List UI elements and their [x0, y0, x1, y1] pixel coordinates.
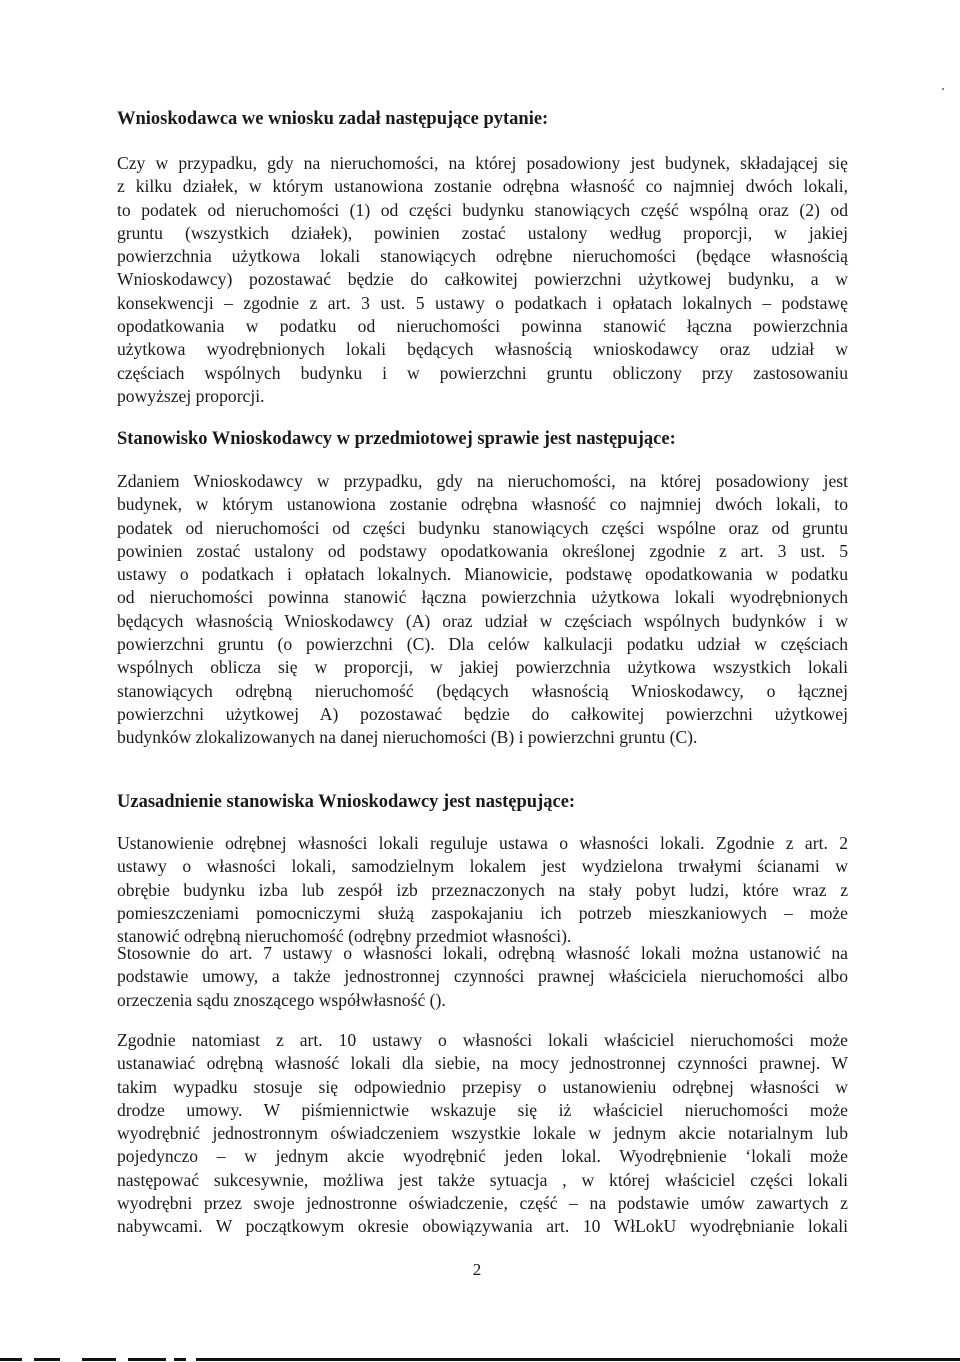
- text-line: ustawy o podatkach i opłatach lokalnych. Mianowicie, podstawę opodatkowania w podatku: [117, 564, 848, 585]
- scan-edge-mark: [0, 1358, 22, 1361]
- text-line: od nieruchomości powinna stanowić łączna powierzchnia użytkowa lokali wyodrębnionych: [117, 587, 848, 608]
- justification-paragraph-2: [117, 942, 848, 1012]
- text-line: drodze umowy. W piśmiennictwie wskazuje się iż właściciel nieruchomości może: [117, 1099, 848, 1120]
- text-line: powierzchnia użytkowa lokali stanowiących odrębne nieruchomości (będące własnością: [117, 246, 848, 267]
- question-paragraph: [117, 152, 848, 408]
- page-number: 2: [472, 1260, 482, 1279]
- text-line: ustawy o własności lokali, samodzielnym lokalem jest wydzielona trwałymi ścianami w: [117, 856, 848, 877]
- justification-paragraph-3: [117, 1029, 848, 1239]
- scan-edge-mark: [34, 1358, 60, 1361]
- text-line: Wnioskodawcy) pozostawać będzie do całkowitej powierzchni użytkowej budynku, a w: [117, 269, 848, 290]
- text-line: orzeczenia sądu znoszącego współwłasność ().: [117, 989, 446, 1010]
- text-line: budynków zlokalizowanych na danej nieruchomości (B) i powierzchni gruntu (C).: [117, 727, 698, 748]
- scan-edge-mark: [174, 1358, 186, 1361]
- scan-edge-mark: [128, 1358, 166, 1361]
- text-line: opodatkowania w podatku od nieruchomości powinna stanowić łączna powierzchnia: [117, 316, 848, 337]
- text-line: pomieszczeniami pomocniczymi służą zaspokajaniu ich potrzeb mieszkaniowych – może: [117, 902, 848, 923]
- text-line: powierzchni gruntu (o powierzchni (C). Dla celów kalkulacji podatku udział w częściach: [117, 634, 848, 655]
- text-line: podatek od nieruchomości od części budynku stanowiących części wspólne oraz od gruntu: [117, 517, 848, 538]
- text-line: następować sukcesywnie, możliwa jest także sytuacja , w której właściciel części lokali: [117, 1169, 848, 1190]
- text-line: nabywcami. W początkowym okresie obowiązywania art. 10 WłLokU wyodrębnianie lokali: [117, 1216, 848, 1237]
- scan-speck: [942, 88, 944, 90]
- text-line: Zgodnie natomiast z art. 10 ustawy o własności lokali właściciel nieruchomości może: [117, 1030, 848, 1050]
- text-line: wspólnych oblicza się w proporcji, w jakiej powierzchnia użytkowa wszystkich lokali: [117, 657, 848, 678]
- text-line: Stosownie do art. 7 ustawy o własności lokali, odrębną własność lokali można ustanowić na: [117, 943, 848, 963]
- text-line: konsekwencji – zgodnie z art. 3 ust. 5 ustawy o podatkach i opłatach lokalnych – podstawę: [117, 292, 848, 313]
- scan-edge-strip: [0, 1355, 960, 1362]
- text-line: powierzchni użytkowej A) pozostawać będzie do całkowitej powierzchni użytkowej: [117, 703, 848, 724]
- position-paragraph: [117, 470, 848, 750]
- text-line: to podatek od nieruchomości (1) od części budynku stanowiących część wspólną oraz (2) od: [117, 199, 848, 220]
- text-line: Ustanowienie odrębnej własności lokali reguluje ustawa o własności lokali. Zgodnie z art. 2: [117, 833, 848, 853]
- text-line: wyodrębni przez swoje jednostronne oświadczenie, część – na podstawie umów zawartych z: [117, 1193, 848, 1214]
- text-line: podstawie umowy, a także jednostronnej czynności prawnej właściciela nieruchomości albo: [117, 966, 848, 987]
- text-line: Zdaniem Wnioskodawcy w przypadku, gdy na nieruchomości, na której posadowiony jest: [117, 471, 848, 491]
- text-line: powinien zostać ustalony od podstawy opodatkowania określonej zgodnie z art. 3 ust. 5: [117, 540, 848, 561]
- text-line: Czy w przypadku, gdy na nieruchomości, na której posadowiony jest budynek, składającej się: [117, 153, 848, 173]
- text-line: stanowić odrębną nieruchomość (odrębny przedmiot własności).: [117, 926, 572, 947]
- text-line: budynek, w którym ustanowiona zostanie odrębna własność co najmniej dwóch lokali, to: [117, 494, 848, 515]
- text-line: obrębie budynku izba lub zespół izb przeznaczonych na stały pobyt ludzi, które wraz z: [117, 879, 848, 900]
- text-line: z kilku działek, w którym ustanowiona zostanie odrębna własność co najmniej dwóch lokali,: [117, 176, 848, 197]
- text-line: będących własnością Wnioskodawcy (A) oraz udział w częściach wspólnych budynków i w: [117, 610, 848, 631]
- text-line: stanowiących odrębną nieruchomość (będących własnością Wnioskodawcy, o łącznej: [117, 680, 848, 701]
- justification-heading: Uzasadnienie stanowiska Wnioskodawcy jest następujące:: [117, 792, 576, 812]
- scan-edge-mark: [196, 1358, 960, 1361]
- question-heading: Wnioskodawca we wniosku zadał następujące pytanie:: [117, 109, 549, 129]
- text-line: takim wypadku stosuje się odpowiednio przepisy o ustanowieniu odrębnej własności w: [117, 1076, 848, 1097]
- text-line: pojedynczo – w jednym akcie wyodrębnić jeden lokal. Wyodrębnienie ‘lokali może: [117, 1146, 848, 1167]
- text-line: użytkowa wyodrębnionych lokali będących własnością wnioskodawcy oraz udział w: [117, 339, 848, 360]
- position-heading: Stanowisko Wnioskodawcy w przedmiotowej sprawie jest następujące:: [117, 429, 676, 449]
- justification-paragraph-1: [117, 832, 848, 948]
- text-line: gruntu (wszystkich działek), powinien zostać ustalony według proporcji, w jakiej: [117, 222, 848, 243]
- text-line: powyższej proporcji.: [117, 385, 265, 406]
- text-line: częściach wspólnych budynku i w powierzchni gruntu obliczony przy zastosowaniu: [117, 362, 848, 383]
- text-line: wyodrębnić jednostronnym oświadczeniem wszystkie lokale w jednym akcie notarialnym lub: [117, 1123, 848, 1144]
- text-line: ustanawiać odrębną własność lokali dla siebie, na mocy jednostronnej czynności prawnej. W: [117, 1053, 848, 1074]
- scan-edge-mark: [82, 1358, 116, 1361]
